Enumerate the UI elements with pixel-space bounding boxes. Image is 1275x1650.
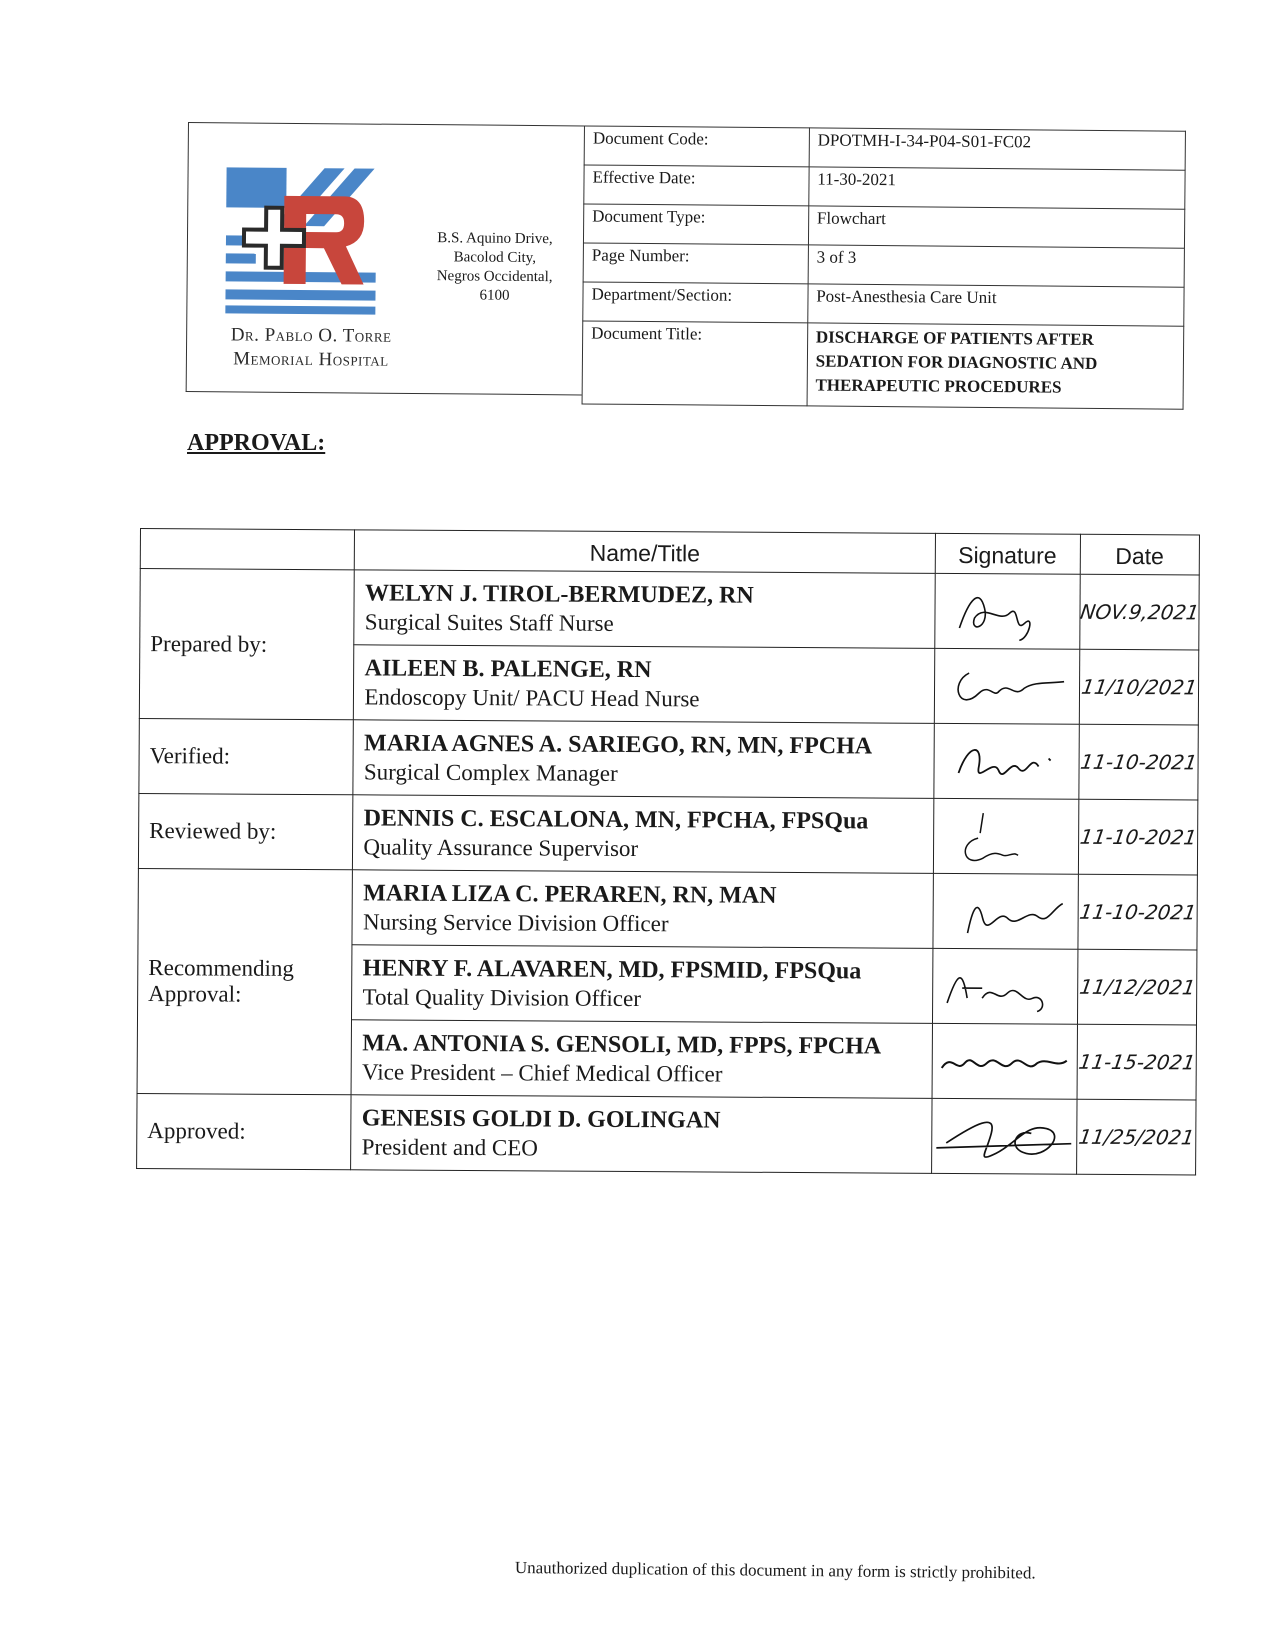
approver-cell xyxy=(351,1095,932,1174)
signed-date: 11/25/2021 xyxy=(1076,1124,1196,1150)
approver-name: WELYN J. TIROL-BERMUDEZ, RN xyxy=(364,580,754,609)
approver-cell xyxy=(353,720,934,799)
approval-heading: APPROVAL: xyxy=(187,430,326,456)
approver-cell xyxy=(354,645,935,724)
approval-row xyxy=(140,569,1199,650)
signature-cell xyxy=(933,723,1078,799)
approval-row xyxy=(138,793,1197,874)
role-label: Verified: xyxy=(139,718,354,794)
approver-cell xyxy=(354,570,935,649)
signed-date: NOV.9,2021 xyxy=(1078,599,1201,625)
signed-date: 11-10-2021 xyxy=(1078,749,1199,775)
signature-icon xyxy=(937,953,1073,1020)
hospital-address xyxy=(419,229,570,306)
approval-header-row xyxy=(140,529,1199,575)
signature-cell xyxy=(934,573,1079,649)
document-title: DISCHARGE OF PATIENTS AFTER SEDATION FOR DIAGNOSTIC AND THERAPEUTIC PROCEDURES xyxy=(807,323,1184,409)
signed-date: 11/10/2021 xyxy=(1079,674,1199,700)
approver-name: MA. ANTONIA S. GENSOLI, MD, FPPS, FPCHA xyxy=(362,1030,882,1060)
date-cell xyxy=(1078,724,1198,800)
signature-cell xyxy=(932,1023,1077,1099)
meta-row xyxy=(584,165,1185,209)
date-cell xyxy=(1078,799,1198,875)
approver-title: Surgical Suites Staff Nurse xyxy=(364,609,614,636)
meta-row xyxy=(584,126,1185,170)
hospital-logo-icon xyxy=(223,165,384,316)
meta-row xyxy=(583,282,1184,326)
signature-cell xyxy=(932,948,1077,1024)
signature-cell xyxy=(934,648,1079,724)
signature-icon xyxy=(937,878,1073,945)
signature-icon xyxy=(938,728,1074,795)
meta-value: Post-Anesthesia Care Unit xyxy=(808,284,1185,326)
signed-date: 11/12/2021 xyxy=(1077,974,1197,1000)
logo-cell xyxy=(186,122,584,395)
signature-icon xyxy=(936,1103,1072,1170)
approver-title: President and CEO xyxy=(361,1134,539,1161)
meta-value: Flowchart xyxy=(808,206,1185,248)
document-header xyxy=(186,122,1186,414)
approver-name: AILEEN B. PALENGE, RN xyxy=(364,655,652,684)
approver-name: DENNIS C. ESCALONA, MN, FPCHA, FPSQua xyxy=(363,805,869,835)
document-meta-table xyxy=(582,125,1186,409)
role-label: Reviewed by: xyxy=(138,793,353,869)
role-label: Approved: xyxy=(137,1093,352,1169)
approver-cell xyxy=(353,795,934,874)
approval-table-wrap xyxy=(136,528,1200,1175)
meta-label: Effective Date: xyxy=(584,165,809,206)
meta-label: Page Number: xyxy=(583,243,808,284)
hospital-name-line2: Memorial Hospital xyxy=(233,348,389,371)
date-cell xyxy=(1079,574,1199,650)
meta-row xyxy=(583,243,1184,287)
date-cell xyxy=(1077,874,1197,950)
approver-cell xyxy=(352,870,933,949)
footer-notice: Unauthorized duplication of this document in any form is strictly prohibited. xyxy=(514,1558,1036,1583)
approver-name: MARIA AGNES A. SARIEGO, RN, MN, FPCHA xyxy=(364,730,873,760)
signed-date: 11-10-2021 xyxy=(1077,899,1198,925)
meta-label: Document Title: xyxy=(582,321,807,406)
signature-icon xyxy=(937,803,1073,870)
date-cell xyxy=(1077,1024,1197,1100)
meta-row xyxy=(582,321,1184,409)
date-cell xyxy=(1076,1099,1196,1175)
meta-label: Document Code: xyxy=(584,126,809,167)
meta-value: DPOTMH-I-34-P04-S01-FC02 xyxy=(809,128,1186,170)
role-label: Recommending Approval: xyxy=(137,868,353,1094)
approver-cell xyxy=(352,945,933,1024)
signature-cell xyxy=(931,1098,1076,1174)
date-cell xyxy=(1077,949,1197,1025)
address-line: 6100 xyxy=(479,287,510,304)
meta-value: 3 of 3 xyxy=(808,245,1185,287)
approver-title: Surgical Complex Manager xyxy=(363,759,618,786)
signature-icon xyxy=(936,1028,1072,1095)
date-cell xyxy=(1079,649,1199,725)
role-header xyxy=(140,529,355,570)
address-line: B.S. Aquino Drive, xyxy=(437,230,553,248)
signature-header: Signature xyxy=(935,533,1080,574)
approver-title: Nursing Service Division Officer xyxy=(362,909,669,937)
approver-name: HENRY F. ALAVAREN, MD, FPSMID, FPSQua xyxy=(362,955,862,985)
meta-label: Department/Section: xyxy=(583,282,808,323)
approver-title: Endoscopy Unit/ PACU Head Nurse xyxy=(364,684,700,712)
approver-title: Quality Assurance Supervisor xyxy=(363,834,639,862)
address-line: Negros Occidental, xyxy=(436,268,553,286)
meta-value: 11-30-2021 xyxy=(809,167,1186,209)
hospital-name xyxy=(201,323,421,373)
date-header: Date xyxy=(1080,534,1200,575)
meta-row xyxy=(583,204,1184,248)
approval-row xyxy=(138,868,1197,949)
approver-name: GENESIS GOLDI D. GOLINGAN xyxy=(361,1105,721,1134)
signature-icon xyxy=(938,653,1074,720)
approval-table xyxy=(136,528,1200,1175)
signature-cell xyxy=(932,873,1077,949)
signed-date: 11-10-2021 xyxy=(1078,824,1198,850)
signed-date: 11-15-2021 xyxy=(1076,1049,1197,1075)
approver-title: Total Quality Division Officer xyxy=(362,984,642,1012)
address-line: Bacolod City, xyxy=(453,249,537,267)
role-label: Prepared by: xyxy=(139,569,354,720)
signature-icon xyxy=(939,578,1075,645)
meta-label: Document Type: xyxy=(583,204,808,245)
name-title-header: Name/Title xyxy=(355,530,935,574)
approval-row xyxy=(137,1093,1196,1174)
approver-name: MARIA LIZA C. PERAREN, RN, MAN xyxy=(363,880,777,909)
approval-row xyxy=(139,718,1198,799)
approver-title: Vice President – Chief Medical Officer xyxy=(362,1059,723,1087)
signature-cell xyxy=(933,798,1078,874)
approver-cell xyxy=(351,1020,932,1099)
hospital-name-line1: Dr. Pablo O. Torre xyxy=(230,324,392,347)
